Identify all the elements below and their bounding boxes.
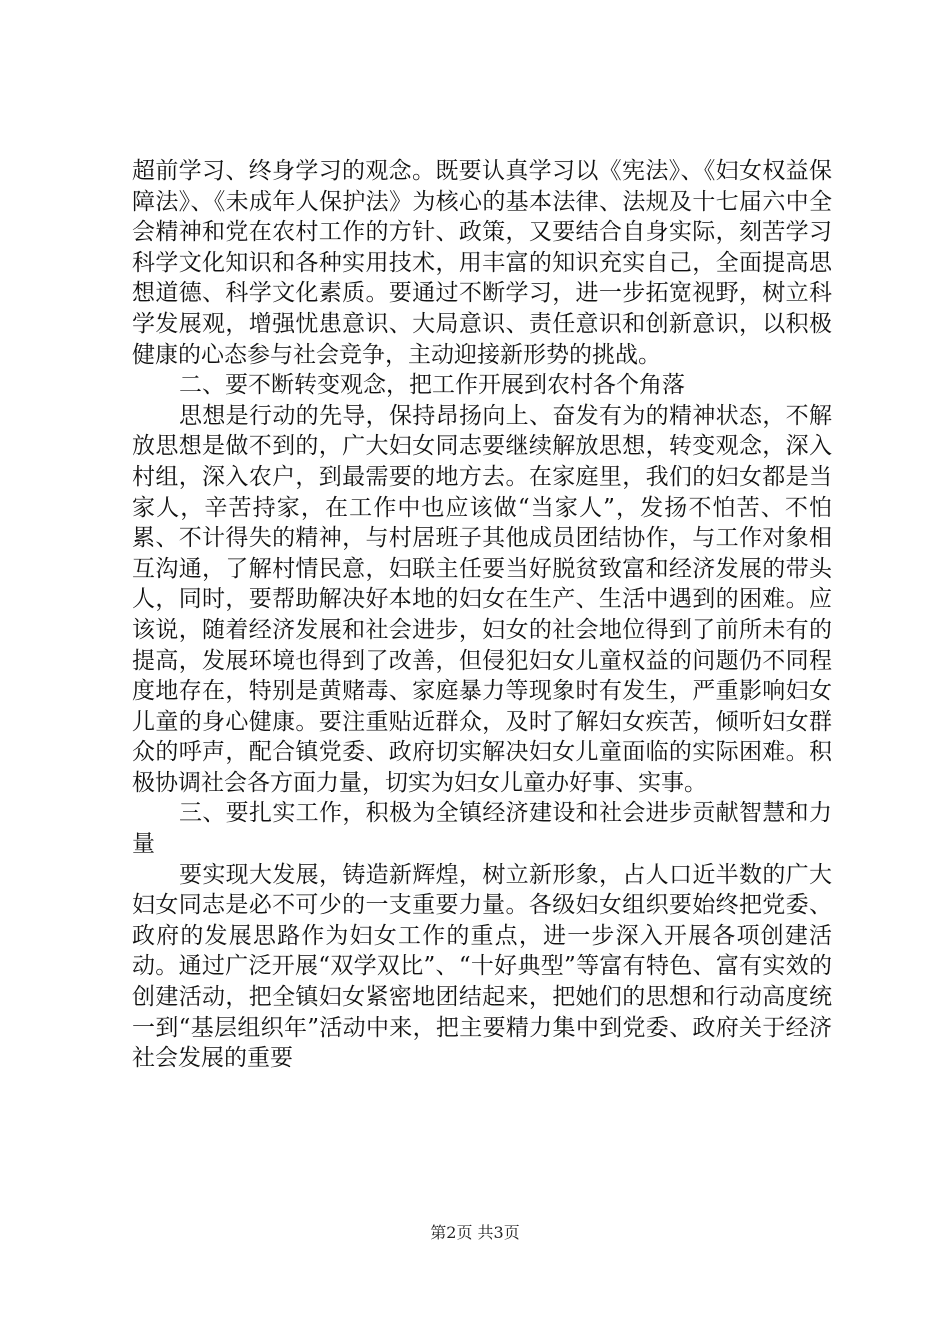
paragraph-section-3: 要实现大发展，铸造新辉煌，树立新形象，占人口近半数的广大妇女同志是必不可少的一支重要力量。各级妇女组织要始终把党委、政府的发展思路作为妇女工作的重点，进一步深入开展各项创建活动。通过广泛开展“双学双比”、“十好典型”等富有特色、富有实效的创建活动，把全镇妇女紧密地团结起来，把她们的思想和行动高度统一到“基层组织年”活动中来，把主要精力集中到党委、政府关于经济社会发展的重要 <box>132 861 832 1072</box>
paragraph-continuation: 超前学习、终身学习的观念。既要认真学习以《宪法》、《妇女权益保障法》、《未成年人保护法》为核心的基本法律、法规及十七届六中全会精神和党在农村工作的方针、政策，又要结合自身实际，刻苦学习科学文化知识和各种实用技术，用丰富的知识充实自己，全面提高思想道德、科学文化素质。要通过不断学习，进一步拓宽视野，树立科学发展观，增强忧患意识、大局意识、责任意识和创新意识，以积极健康的心态参与社会竞争，主动迎接新形势的挑战。 <box>132 158 832 368</box>
page-footer <box>0 1220 950 1243</box>
document-body <box>132 156 832 1074</box>
page-number-label: 第2页 共3页 <box>430 1223 520 1242</box>
paragraph-section-2: 思想是行动的先导，保持昂扬向上、奋发有为的精神状态，不解放思想是做不到的，广大妇女同志要继续解放思想，转变观念，深入村组，深入农户，到最需要的地方去。在家庭里，我们的妇女都是当家人，辛苦持家，在工作中也应该做“当家人”，发扬不怕苦、不怕累、不计得失的精神，与村居班子其他成员团结协作，与工作对象相互沟通，了解村情民意，妇联主任要当好脱贫致富和经济发展的带头人，同时，要帮助解决好本地的妇女在生产、生活中遇到的困难。应该说，随着经济发展和社会进步，妇女的社会地位得到了前所未有的提高，发展环境也得到了改善，但侵犯妇女儿童权益的问题仍不同程度地存在，特别是黄赌毒、家庭暴力等现象时有发生，严重影响妇女儿童的身心健康。要注重贴近群众，及时了解妇女疾苦，倾听妇女群众的呼声，配合镇党委、政府切实解决妇女儿童面临的实际困难。积极协调社会各方面力量，切实为妇女儿童办好事、实事。 <box>132 402 832 796</box>
section-heading-3: 三、要扎实工作，积极为全镇经济建设和社会进步贡献智慧和力量 <box>132 800 832 858</box>
section-heading-2: 二、要不断转变观念，把工作开展到农村各个角落 <box>179 372 685 399</box>
